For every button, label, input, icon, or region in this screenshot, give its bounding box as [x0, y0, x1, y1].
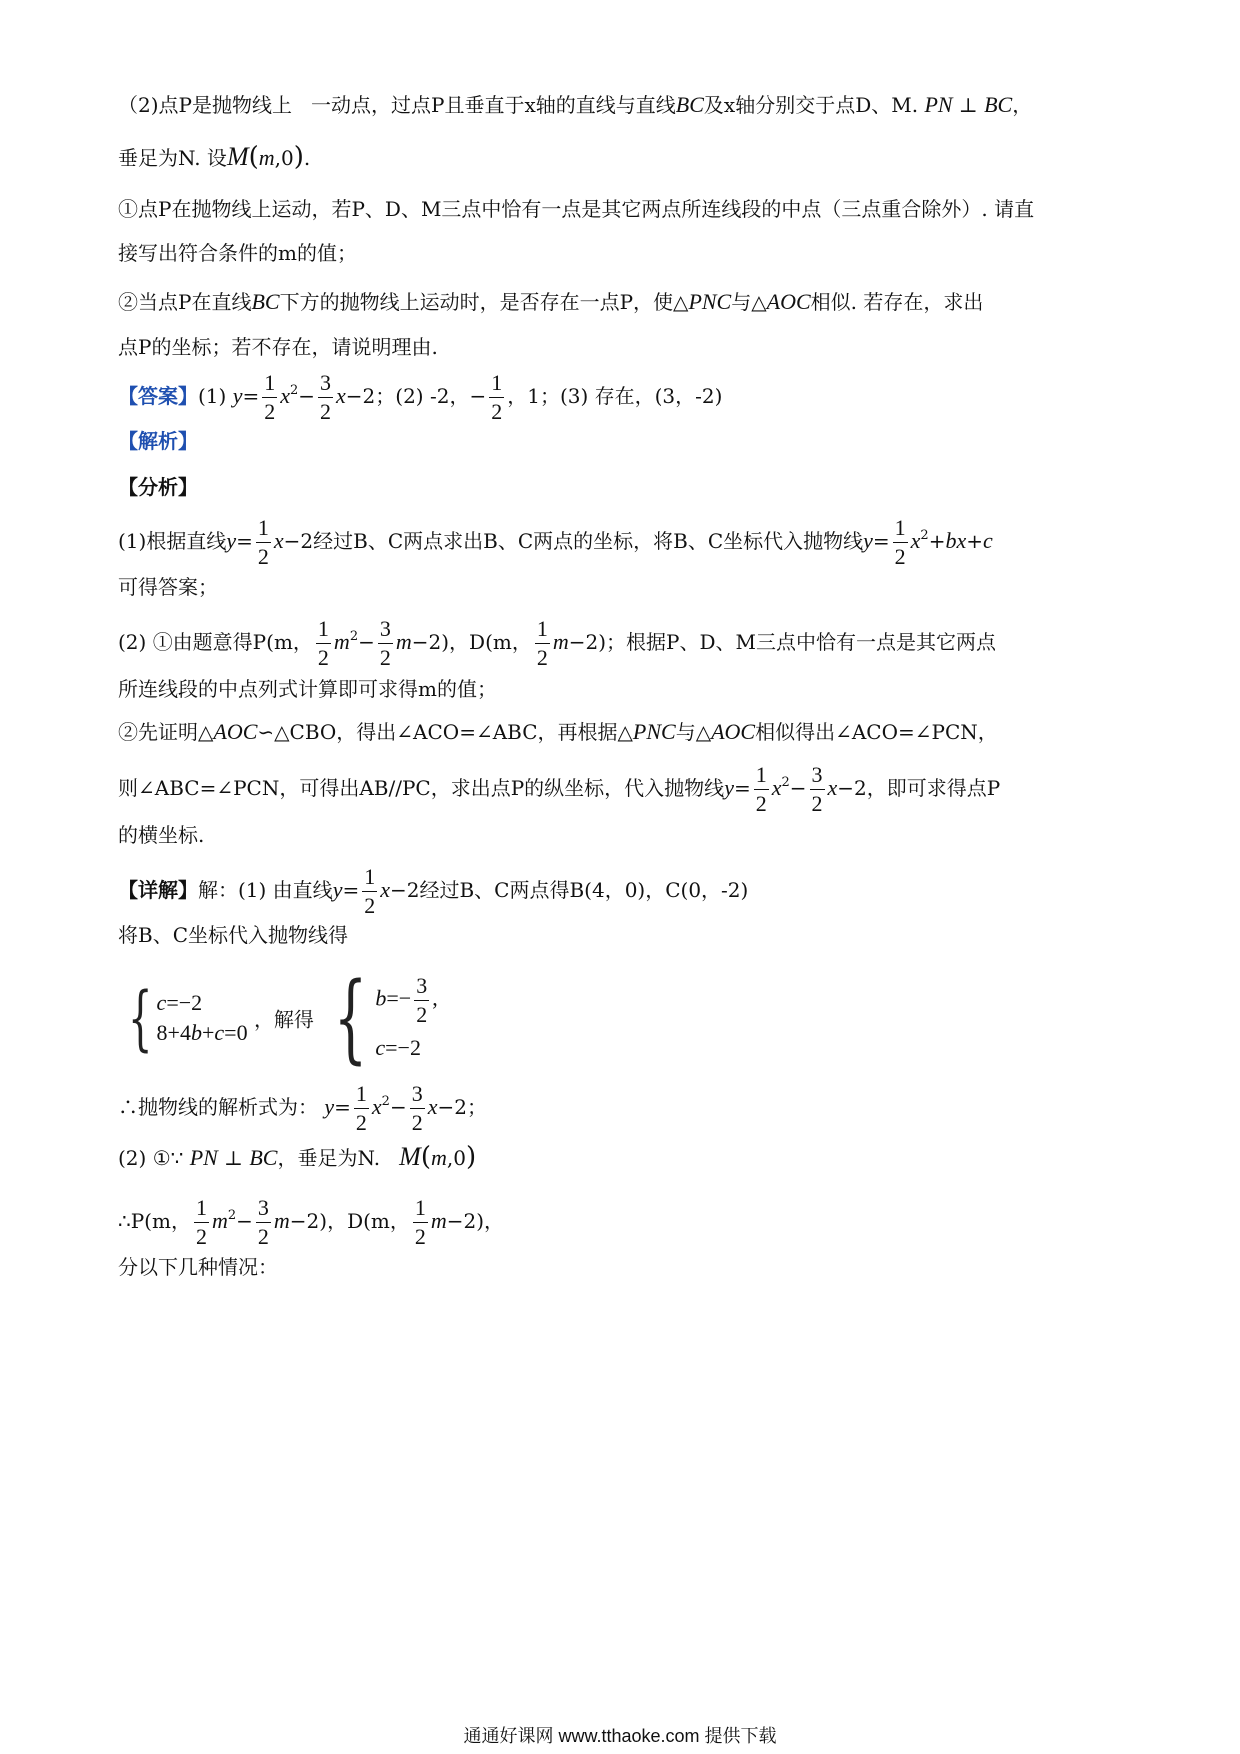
question-part2-line1: （2)点P是抛物线上 一动点，过点P且垂直于x轴的直线与直线BC及x轴分别交于点D、M. PN ⊥ BC， [118, 92, 1033, 117]
question-q2-line1: ②当点P在直线BC下方的抛物线上运动时，是否存在一点P，使△PNC与△AOC相似. 若存在，求出 [118, 289, 984, 314]
solve-label: ，解得 [253, 1007, 314, 1032]
analysis-3-line2: 则∠ABC=∠PCN，可得出AB//PC，求出点P的纵坐标，代入抛物线y= $\frac{1}{2}$ $x^2-$ $\frac{3}{2}$ x−2，即可求得点P [118, 762, 1001, 816]
detail-line6: 分以下几种情况： [118, 1255, 278, 1279]
analysis-3-line3: 的横坐标. [118, 823, 205, 847]
analysis-1-line2: 可得答案； [118, 575, 218, 599]
detail-line4: (2) ①∵ PN ⊥ BC，垂足为N. M(m,0) [118, 1142, 477, 1172]
question-q1-line1: ①点P在抛物线上运动，若P、D、M三点中恰有一点是其它两点所连线段的中点（三点重合除外）. 请直 [118, 197, 1035, 221]
detail-line2: 将B、C坐标代入抛物线得 [118, 923, 348, 947]
detail-line1: 【详解】解：(1) 由直线y= $\frac{1}{2}$ x−2经过B、C两点得B(4，0)，C(0，-2) [118, 864, 749, 918]
question-q1-line2: 接写出符合条件的m的值； [118, 241, 357, 265]
analysis-2-line1: (2) ①由题意得P(m， $\frac{1}{2}$ $m^2-$ $\frac{3}{2}$ m−2)，D(m， $\frac{1}{2}$ m−2)；根据P、D、M三点中恰有一点是其它两点 [118, 616, 996, 670]
detail-line3: ∴抛物线的解析式为： y= $\frac{1}{2}$ $x^2-$ $\frac{3}{2}$ x−2； [118, 1081, 487, 1135]
equation-systems [118, 962, 1140, 1074]
question-q2-line2: 点P的坐标；若不存在，请说明理由. [118, 335, 438, 359]
jiexi-label: 【解析】 [118, 429, 198, 453]
system-1: { c=−2 8+4b+c=0 [128, 977, 248, 1059]
fenxi-label: 【分析】 [118, 475, 198, 499]
detail-line5: ∴P(m， $\frac{1}{2}$ $m^2-$ $\frac{3}{2}$ m−2)，D(m， $\frac{1}{2}$ m−2)， [118, 1195, 505, 1249]
answer-line: 【答案】(1) y= $\frac{1}{2}$ $x^2-$ $\frac{3}{2}$ x−2；(2) -2，− $\frac{1}{2}$ ，1；(3) 存在，(3，-2) [118, 370, 723, 424]
footer-text: 通通好课网 www.tthaoke.com 提供下载 [463, 1726, 777, 1746]
question-part2-line2: 垂足为N. 设M(m,0). [118, 142, 311, 172]
analysis-1-line1: (1)根据直线y= $\frac{1}{2}$ x−2经过B、C两点求出B、C两点的坐标，将B、C坐标代入抛物线y= $\frac{1}{2}$ $x^2+bx+c$ [118, 515, 993, 569]
analysis-2-line2: 所连线段的中点列式计算即可求得m的值； [118, 677, 497, 701]
analysis-3-line1: ②先证明△AOC∽△CBO，得出∠ACO=∠ABC，再根据△PNC与△AOC相似得出∠ACO=∠PCN， [118, 719, 998, 744]
system-2: { b=− $\frac{3}{2}$ , c=−2 [334, 962, 438, 1074]
